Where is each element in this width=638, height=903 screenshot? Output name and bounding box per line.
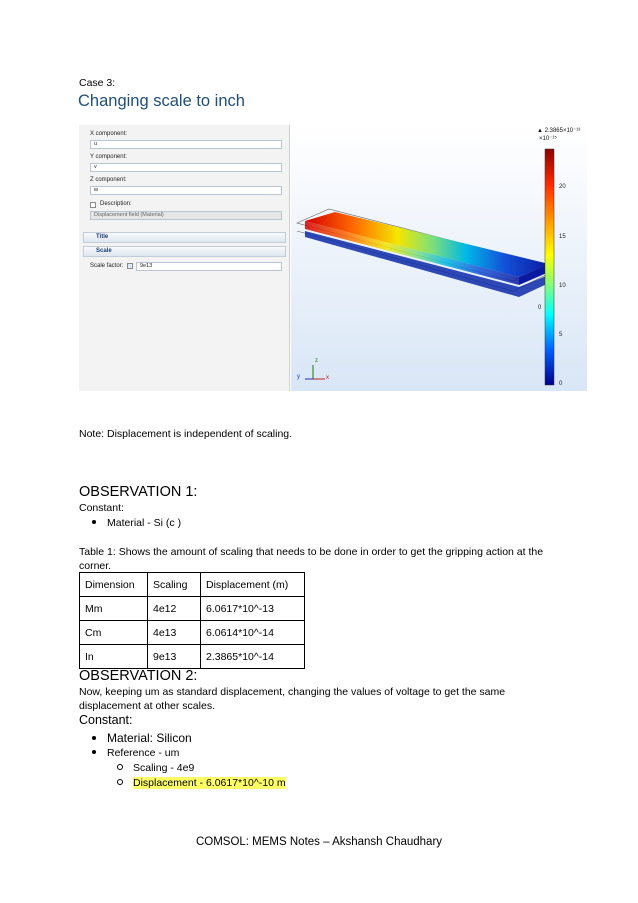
- beam-plot: [291, 125, 587, 391]
- description-checkbox[interactable]: [90, 202, 96, 208]
- table-cell: 2.3865*10^-14: [201, 645, 305, 669]
- colorbar-tick: 5: [559, 332, 563, 338]
- x-component-label: X component:: [90, 131, 128, 137]
- scale-section-header[interactable]: Scale: [83, 246, 286, 257]
- circle-bullet-icon: [117, 764, 123, 770]
- settings-panel: [79, 125, 290, 391]
- case-label: Case 3:: [79, 77, 116, 89]
- highlighted-text: Displacement - 6.0617*10^-10 m: [133, 777, 286, 789]
- scale-factor-checkbox[interactable]: [127, 263, 133, 269]
- table-cell: Cm: [80, 621, 148, 645]
- table-cell: 9e13: [148, 645, 201, 669]
- x-axis-label: x: [326, 375, 329, 381]
- scaling-table: [79, 572, 305, 669]
- colorbar: [545, 149, 554, 385]
- list-item: Scaling - 4e9: [117, 762, 194, 774]
- table-row: [80, 645, 305, 669]
- table-cell: 4e12: [148, 597, 201, 621]
- colorbar-exponent: ×10⁻¹⁵: [539, 136, 557, 142]
- table-cell: 4e13: [148, 621, 201, 645]
- z-axis-label: z: [315, 358, 318, 364]
- observation2-title: OBSERVATION 2:: [79, 668, 198, 684]
- colorbar-tick: 0: [559, 381, 563, 387]
- description-label: Description:: [100, 201, 132, 207]
- colorbar-tick: 20: [559, 184, 566, 190]
- description-field[interactable]: Displacement field (Material): [90, 211, 282, 220]
- note-text: Note: Displacement is independent of scaling.: [79, 428, 293, 440]
- observation1-constant-label: Constant:: [79, 502, 124, 514]
- y-component-field[interactable]: v: [90, 163, 282, 172]
- z-component-field[interactable]: w: [90, 186, 282, 195]
- table-header-cell: Displacement (m): [201, 573, 305, 597]
- table-caption: Table 1: Shows the amount of scaling that needs to be done in order to get the gripping action at the corner.: [79, 546, 544, 572]
- y-component-label: Y component:: [90, 154, 127, 160]
- scale-factor-field[interactable]: 9e13: [136, 262, 282, 271]
- colorbar-max-label: ▲ 2.3865×10⁻¹³: [537, 128, 581, 134]
- graphics-window: [291, 125, 587, 391]
- page-footer: COMSOL: MEMS Notes – Akshansh Chaudhary: [195, 836, 443, 848]
- table-row: [80, 597, 305, 621]
- comsol-screenshot: [79, 125, 587, 391]
- list-item: Material: Silicon: [92, 731, 192, 745]
- list-item: [117, 777, 286, 789]
- table-header-cell: Scaling: [148, 573, 201, 597]
- colorbar-zero-label: 0: [538, 305, 542, 311]
- circle-bullet-icon: [117, 779, 123, 785]
- bullet-icon: [92, 750, 96, 754]
- scale-factor-label: Scale factor:: [90, 263, 124, 269]
- table-row: [80, 621, 305, 645]
- table-header-cell: Dimension: [80, 573, 148, 597]
- z-component-label: Z component:: [90, 177, 127, 183]
- table-cell: 6.0614*10^-14: [201, 621, 305, 645]
- table-cell: 6.0617*10^-13: [201, 597, 305, 621]
- x-component-field[interactable]: u: [90, 140, 282, 149]
- bullet-icon: [92, 520, 96, 524]
- title-section-header[interactable]: Title: [83, 232, 286, 243]
- table-header-row: [80, 573, 305, 597]
- bullet-icon: [92, 736, 96, 740]
- observation2-constant-label: Constant:: [79, 713, 133, 727]
- colorbar-tick: 10: [559, 283, 566, 289]
- case-title: Changing scale to inch: [78, 92, 245, 110]
- list-item: Reference - um: [92, 747, 179, 759]
- list-item: Material - Si (c ): [92, 517, 181, 529]
- table-cell: Mm: [80, 597, 148, 621]
- table-cell: In: [80, 645, 148, 669]
- colorbar-tick: 15: [559, 234, 566, 240]
- y-axis-label: y: [297, 374, 300, 380]
- observation2-text: Now, keeping um as standard displacement, changing the values of voltage to get the same displacement at other scales.: [79, 686, 506, 712]
- observation1-title: OBSERVATION 1:: [79, 484, 198, 500]
